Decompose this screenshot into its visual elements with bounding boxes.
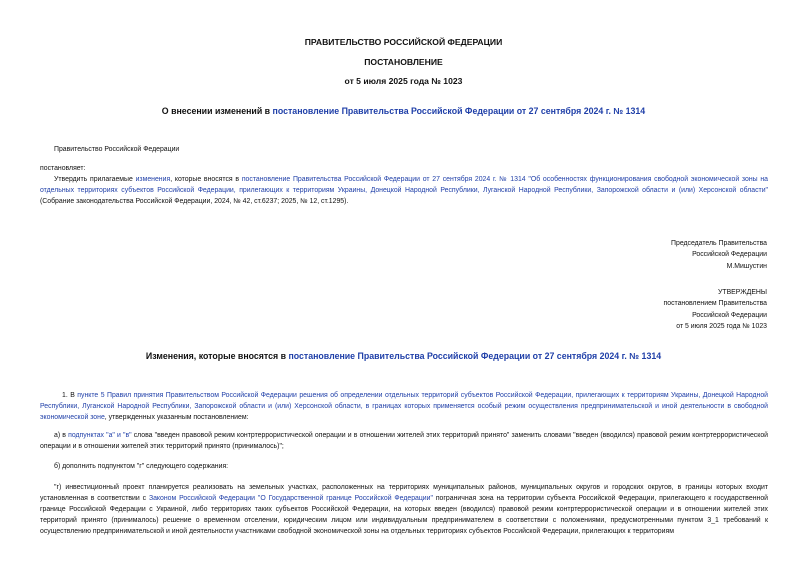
resolution-link[interactable]: постановление Правительства Российской Федерации от 27 сентября 2024 г. № 1314 "Об особенностях функционирования свободной экономической зоны на отдельных территориях субъектов Российской Федерации, прилегающих к территориям Украины, Донецкой Народной Республики, Луганской Народной Республики, Запорожской области и (или) Херсонской области"	[40, 176, 769, 194]
item-g-prefix: "г) инвестиционный проект планируется реализовать на земельных участках, расположенных на территориях муниципальных районов, муниципальных округов и городских округов, в границы которых входит установленная в соответствии с	[40, 484, 768, 502]
item-a-prefix: а) в	[54, 432, 69, 439]
changes-title-link[interactable]: постановление Правительства Российской Федерации от 27 сентября 2024 г. № 1314	[288, 351, 662, 361]
changes-title	[0, 351, 807, 361]
signature-org: Российской Федерации	[692, 251, 767, 259]
approval-org: Российской Федерации	[692, 311, 767, 319]
changes-link[interactable]: изменения	[135, 176, 171, 183]
item-1-prefix: 1. В	[62, 392, 78, 399]
item-b: б) дополнить подпунктом "г" следующего содержания:	[54, 463, 229, 470]
issuer: Правительство Российской Федерации	[54, 146, 180, 153]
intro-text-1: Утвердить прилагаемые	[54, 176, 136, 183]
item-g	[40, 483, 768, 538]
title-link[interactable]: постановление Правительства Российской Федерации от 27 сентября 2024 г. № 1314	[272, 106, 646, 116]
item-g-tail: пограничная зона на территории субъекта Российской Федерации, прилегающего к государственной границе Российской Федерации с Украиной, либо территориях таких субъектов Российской Федерации, на которых введен (вводился) правовой режим контртеррористической операции и в отношении жителей этих территорий принято (принималось) решение о временном отселении, юридическим лицом или индивидуальным предпринимателем в соответствии с положениями, предусмотренными пунктом 3_1 требований к осуществлению предпринимательской и иной деятельности участниками свободной экономической зоны на отдельных территориях субъектов Российской Федерации, прилегающих к территориям	[40, 494, 769, 535]
item-a	[40, 431, 768, 453]
intro-paragraph	[40, 175, 768, 208]
document-title	[0, 106, 807, 116]
government-header: ПРАВИТЕЛЬСТВО РОССИЙСКОЙ ФЕДЕРАЦИИ	[304, 37, 503, 47]
doc-type: ПОСТАНОВЛЕНИЕ	[364, 57, 443, 67]
approval-label: УТВЕРЖДЕНЫ	[718, 289, 767, 296]
title-prefix: О внесении изменений в	[161, 106, 273, 116]
item-g-link[interactable]: Законом Российской Федерации "О Государственной границе Российской Федерации"	[148, 494, 433, 502]
item-a-link[interactable]: подпунктах "а" и "в"	[68, 432, 132, 439]
approval-by: постановлением Правительства	[663, 300, 767, 308]
intro-text-3: (Собрание законодательства Российской Федерации, 2024, № 42, ст.6237; 2025, № 12, ст.1295).	[40, 197, 349, 205]
approval-block	[664, 287, 768, 332]
signature-block	[671, 238, 767, 272]
signature-position: Председатель Правительства	[671, 240, 767, 247]
doc-date-number: от 5 июля 2025 года № 1023	[344, 76, 463, 86]
approval-date: от 5 июля 2025 года № 1023	[676, 322, 767, 330]
item-a-tail: слова "введен правовой режим контртеррористической операции и в отношении жителей этих территорий принято" заменить словами "введен (вводился) правовой режим контртеррористической операции и в отношении жителей этих территорий принято (принималось)";	[40, 432, 768, 450]
item-1-tail: , утвержденных указанным постановлением:	[104, 413, 249, 421]
item-1	[40, 391, 768, 424]
signature-name: М.Мишустин	[726, 262, 767, 270]
decides: постановляет:	[40, 165, 86, 172]
intro-text-2: , которые вносятся в	[170, 176, 242, 183]
item-1-link[interactable]: пункте 5 Правил принятия Правительством Российской Федерации решения об определении отдельных территорий субъектов Российской Федерации, прилегающих к территориям Украины, Донецкой Народной Республики, Луганской Народной Республики, Запорожской области и (или) Херсонской области, в границах которых применяется особый режим осуществления предпринимательской и иной деятельности в свободной экономической зоне	[40, 392, 768, 421]
changes-title-prefix: Изменения, которые вносятся в	[145, 351, 289, 361]
